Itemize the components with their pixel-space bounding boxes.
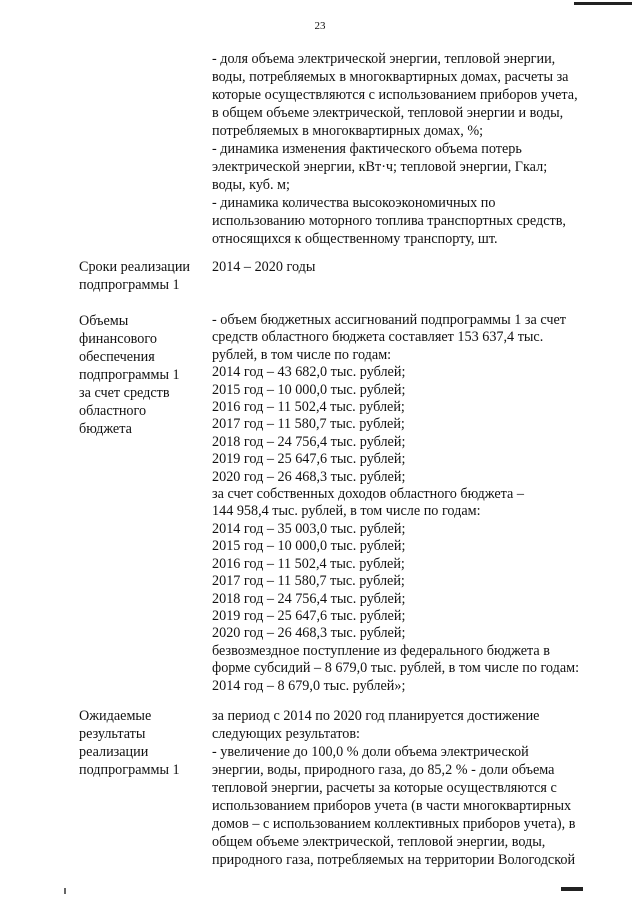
text-line: общем объеме электрической, тепловой энергии, воды, [212,834,546,850]
text-line: средств областного бюджета составляет 153 637,4 тыс. [212,329,544,346]
text-line: - динамика изменения фактического объема потерь [212,141,522,157]
year-amount-line: 2015 год – 10 000,0 тыс. рублей; [212,538,406,555]
text-line: использованием приборов учета (в части многоквартирных [212,798,572,814]
label-line: результаты [79,726,146,742]
text-line: 2014 – 2020 годы [212,259,316,275]
text-line: относящихся к общественному транспорту, шт. [212,231,498,247]
scan-mark-left [64,888,66,894]
text-line: воды, куб. м; [212,177,290,193]
section-label-financing [79,312,205,438]
year-amount-line: 2017 год – 11 580,7 тыс. рублей; [212,416,405,433]
label-line: за счет средств [79,385,170,401]
section-value-results [212,707,606,869]
label-line: обеспечения [79,349,155,365]
section-label-results [79,707,205,779]
text-line: следующих результатов: [212,726,360,742]
text-line: за период с 2014 по 2020 год планируется достижение [212,708,540,724]
text-line: - динамика количества высокоэкономичных по [212,195,496,211]
section-value-financing [212,312,606,695]
section-label-period [79,258,205,294]
label-line: Объемы [79,313,129,329]
year-amount-line: 2020 год – 26 468,3 тыс. рублей; [212,625,406,642]
year-amount-line: 2019 год – 25 647,6 тыс. рублей; [212,451,406,468]
year-amount-line: 2016 год – 11 502,4 тыс. рублей; [212,399,405,416]
year-amount-line: 2019 год – 25 647,6 тыс. рублей; [212,607,406,624]
text-line: электрической энергии, кВт·ч; тепловой энергии, Гкал; [212,159,548,175]
text-line: тепловой энергии, расчеты за которые осуществляются с [212,780,557,796]
text-line: 144 958,4 тыс. рублей, в том числе по годам: [212,503,481,520]
text-line: которые осуществляются с использованием приборов учета, [212,87,578,103]
label-line: реализации [79,744,149,760]
year-amount-line: 2017 год – 11 580,7 тыс. рублей; [212,573,405,590]
year-amount-line: 2018 год – 24 756,4 тыс. рублей; [212,590,406,607]
text-line: - объем бюджетных ассигнований подпрограммы 1 за счет [212,312,566,328]
section-value-period [212,258,606,276]
text-line: использованию моторного топлива транспортных средств, [212,213,566,229]
text-line: потребляемых в многоквартирных домах, %; [212,123,484,139]
year-amount-line: 2014 год – 43 682,0 тыс. рублей; [212,364,406,381]
text-line: воды, потребляемых в многоквартирных домах, расчеты за [212,69,569,85]
text-line: за счет собственных доходов областного бюджета – [212,486,524,503]
text-line: домов – с использованием коллективных приборов учета), в [212,816,576,832]
scan-mark-right [561,887,583,891]
scan-corner-mark [574,2,632,15]
text-line: природного газа, потребляемых на территории Вологодской [212,852,576,868]
text-line: энергии, воды, природного газа, до 85,2 % - доли объема [212,762,555,778]
year-amount-line: 2014 год – 35 003,0 тыс. рублей; [212,520,406,537]
text-line: безвозмездное поступление из федерального бюджета в [212,642,550,659]
text-line: - доля объема электрической энергии, тепловой энергии, [212,51,556,67]
label-line: Ожидаемые [79,708,152,724]
year-amount-line: 2018 год – 24 756,4 тыс. рублей; [212,433,406,450]
label-line: подпрограммы 1 [79,762,180,778]
year-amount-line: 2014 год – 8 679,0 тыс. рублей»; [212,677,406,694]
text-line: - увеличение до 100,0 % доли объема электрической [212,744,529,760]
label-line: финансового [79,331,157,347]
label-line: Сроки реализации [79,259,191,275]
year-amount-line: 2020 год – 26 468,3 тыс. рублей; [212,468,406,485]
year-amount-line: 2015 год – 10 000,0 тыс. рублей; [212,381,406,398]
indicators-continuation [212,50,606,248]
label-line: областного [79,403,147,419]
text-line: рублей, в том числе по годам: [212,346,392,363]
page-number: 23 [314,20,326,32]
text-line: в общем объеме электрической, тепловой энергии и воды, [212,105,564,121]
label-line: бюджета [79,421,132,437]
label-line: подпрограммы 1 [79,367,180,383]
text-line: форме субсидий – 8 679,0 тыс. рублей, в том числе по годам: [212,660,580,677]
year-amount-line: 2016 год – 11 502,4 тыс. рублей; [212,555,405,572]
label-line: подпрограммы 1 [79,277,180,293]
